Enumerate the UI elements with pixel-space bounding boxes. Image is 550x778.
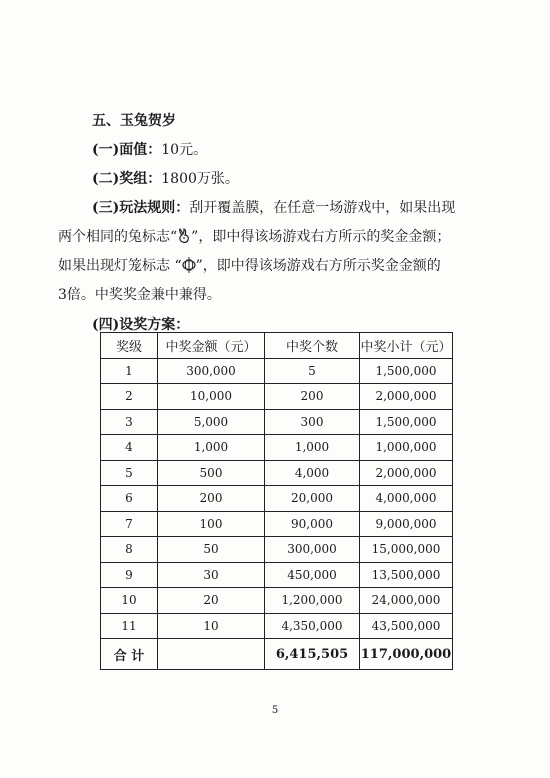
table-cell: 2,000,000 <box>360 460 453 486</box>
table-row <box>101 588 453 614</box>
face-value-line <box>92 141 510 159</box>
table-cell: 8 <box>101 537 158 563</box>
table-cell: 50 <box>158 537 265 563</box>
section-heading: 五、玉兔贺岁 <box>92 113 176 129</box>
table-cell: 43,500,000 <box>360 613 453 639</box>
scheme-label: (四)设奖方案： <box>92 317 190 333</box>
table-cell: 9 <box>101 562 158 588</box>
table-cell: 5 <box>265 358 360 384</box>
table-cell: 1 <box>101 358 158 384</box>
table-cell: 11 <box>101 613 158 639</box>
page-number: 5 <box>271 705 279 716</box>
table-cell: 1,000 <box>265 435 360 461</box>
header-cell: 中奖小计（元） <box>360 333 453 359</box>
rules-line-2 <box>58 228 510 246</box>
table-cell: 100 <box>158 511 265 537</box>
rules-text-3a: 如果出现灯笼标志 “ <box>58 258 182 274</box>
rules-text-1: 刮开覆盖膜，在任意一场游戏中，如果出现 <box>189 200 456 216</box>
table-row <box>101 358 453 384</box>
table-total-row <box>101 639 453 670</box>
table-cell: 24,000,000 <box>360 588 453 614</box>
rules-line-4: 3倍。中奖奖金兼中兼得。 <box>58 287 221 303</box>
table-row <box>101 613 453 639</box>
table-cell: 300,000 <box>158 358 265 384</box>
table-cell: 20 <box>158 588 265 614</box>
table-row <box>101 511 453 537</box>
table-cell: 4 <box>101 435 158 461</box>
table-cell: 5,000 <box>158 409 265 435</box>
face-value-text: 10元。 <box>161 142 208 158</box>
rules-line-1 <box>92 199 510 217</box>
table-cell: 2 <box>101 384 158 410</box>
table-cell: 200 <box>158 486 265 512</box>
table-cell: 10 <box>158 613 265 639</box>
table-row <box>101 435 453 461</box>
table-header-row <box>101 333 453 359</box>
rules-line-3 <box>58 257 510 275</box>
table-row <box>101 409 453 435</box>
header-cell: 中奖个数 <box>265 333 360 359</box>
table-cell: 1,200,000 <box>265 588 360 614</box>
table-cell: 6 <box>101 486 158 512</box>
table-cell: 1,000 <box>158 435 265 461</box>
table-cell: 15,000,000 <box>360 537 453 563</box>
prize-group-label: (二)奖组： <box>92 171 162 187</box>
table-cell: 4,350,000 <box>265 613 360 639</box>
table-cell: 1,500,000 <box>360 409 453 435</box>
table-cell: 500 <box>158 460 265 486</box>
table-cell: 9,000,000 <box>360 511 453 537</box>
table-cell: 5 <box>101 460 158 486</box>
prize-table <box>100 332 453 670</box>
table-cell: 10,000 <box>158 384 265 410</box>
rules-text-2a: 两个相同的兔标志“ <box>58 229 178 245</box>
rules-label: (三)玩法规则： <box>92 200 190 216</box>
total-amount: 117,000,000 <box>360 639 453 670</box>
table-row <box>101 460 453 486</box>
table-cell: 90,000 <box>265 511 360 537</box>
table-cell: 300,000 <box>265 537 360 563</box>
table-cell: 13,500,000 <box>360 562 453 588</box>
table-cell: 3 <box>101 409 158 435</box>
prize-group-text: 1800万张。 <box>161 171 239 187</box>
lantern-icon <box>182 257 196 273</box>
table-cell: 4,000 <box>265 460 360 486</box>
table-cell: 300 <box>265 409 360 435</box>
rules-text-3b: ”，即中得该场游戏右方所示奖金金额的 <box>195 258 441 274</box>
table-row <box>101 537 453 563</box>
total-cell <box>158 639 265 670</box>
table-row <box>101 562 453 588</box>
table-cell: 200 <box>265 384 360 410</box>
total-label: 合 计 <box>101 639 158 670</box>
table-cell: 1,000,000 <box>360 435 453 461</box>
table-cell: 450,000 <box>265 562 360 588</box>
total-count: 6,415,505 <box>265 639 360 670</box>
table-cell: 4,000,000 <box>360 486 453 512</box>
table-cell: 1,500,000 <box>360 358 453 384</box>
table-cell: 30 <box>158 562 265 588</box>
prize-group-line <box>92 170 510 188</box>
table-row <box>101 384 453 410</box>
table-cell: 20,000 <box>265 486 360 512</box>
table-cell: 10 <box>101 588 158 614</box>
header-cell: 奖级 <box>101 333 158 359</box>
table-cell: 2,000,000 <box>360 384 453 410</box>
rabbit-icon <box>177 228 191 244</box>
table-row <box>101 486 453 512</box>
table-cell: 7 <box>101 511 158 537</box>
face-value-label: (一)面值： <box>92 142 162 158</box>
rules-text-2b: ”，即中得该场游戏右方所示的奖金金额； <box>191 229 451 245</box>
header-cell: 中奖金额（元） <box>158 333 265 359</box>
